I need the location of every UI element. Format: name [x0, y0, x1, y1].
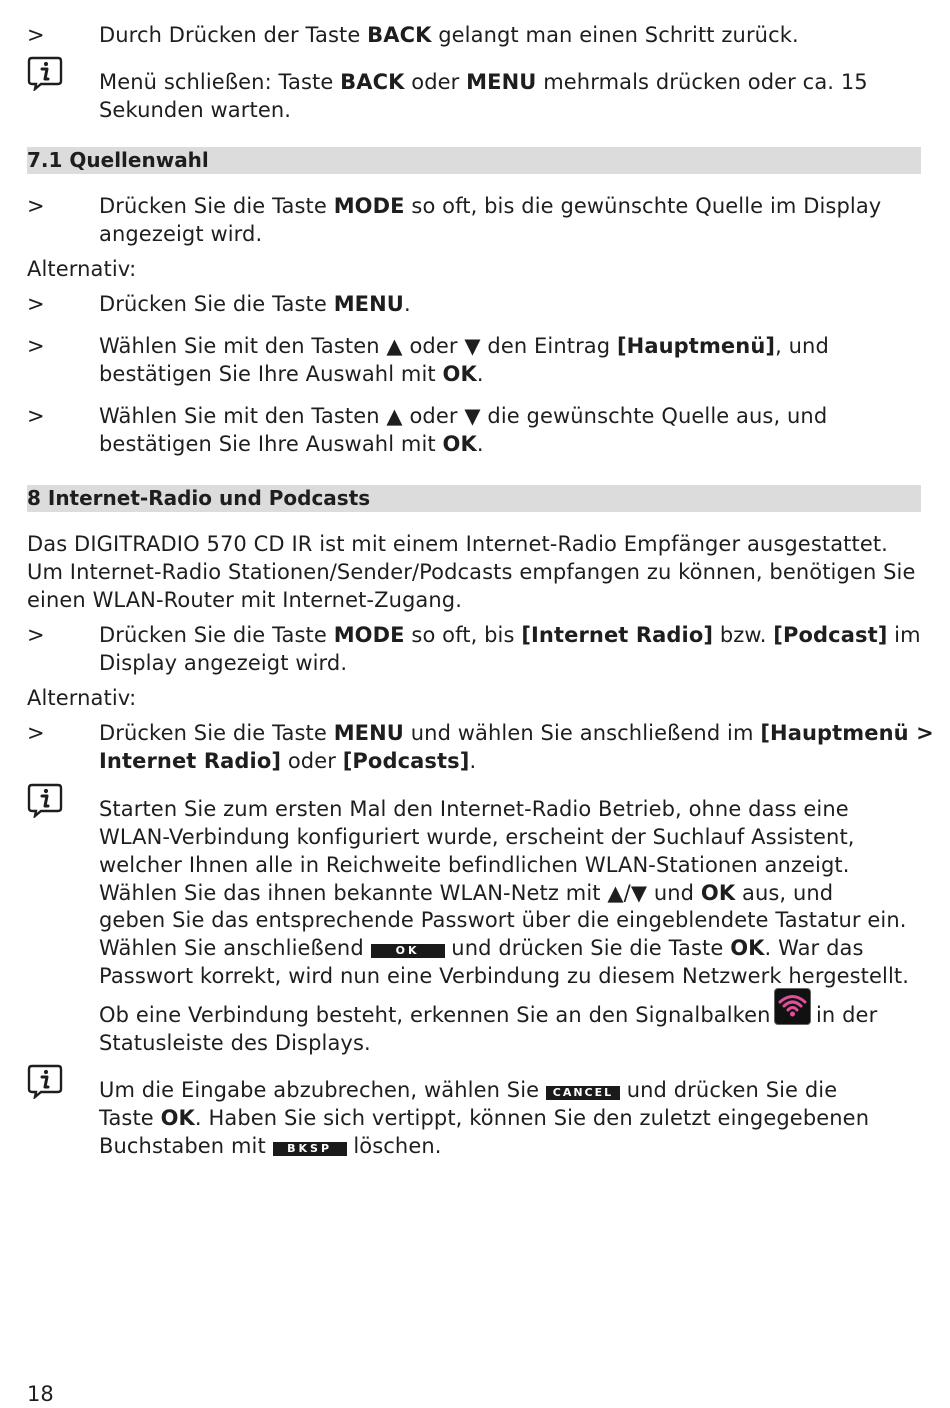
instruction-mode-radio: Drücken Sie die Taste MODE so oft, bis [Internet Radio] bzw. [Podcast] im [99, 623, 921, 647]
bullet-marker: > [27, 23, 45, 47]
instruction-back: Durch Drücken der Taste BACK gelangt man einen Schritt zurück. [99, 23, 799, 47]
instruction-menu-radio: Drücken Sie die Taste MENU und wählen Sie anschließend im [Hauptmenü > [99, 721, 934, 745]
cancel-button-graphic: CANCEL [546, 1086, 620, 1100]
alternativ-label: Alternativ: [27, 257, 137, 281]
instruction-menu: Drücken Sie die Taste MENU. [99, 292, 411, 316]
bksp-button-graphic: BKSP [273, 1142, 347, 1156]
note-cancel-line: Taste OK. Haben Sie sich vertippt, können Sie den zuletzt eingegebenen [99, 1106, 870, 1130]
note-wlan-line: welcher Ihnen alle in Reichweite befindlichen WLAN-Stationen anzeigt. [99, 853, 850, 877]
paragraph-line: einen WLAN-Router mit Internet-Zugang. [27, 588, 463, 612]
note-wlan-line: WLAN-Verbindung konfiguriert wurde, erscheint der Suchlauf Assistent, [99, 825, 855, 849]
bullet-marker: > [27, 623, 45, 647]
info-icon [27, 55, 63, 91]
note-close-menu-cont: Sekunden warten. [99, 98, 292, 122]
info-icon [27, 782, 63, 818]
note-wlan-line: Wählen Sie anschließend OK und drücken Sie die Taste OK. War das [99, 936, 864, 960]
instruction-mode-radio-cont: Display angezeigt wird. [99, 651, 348, 675]
note-close-menu: Menü schließen: Taste BACK oder MENU mehrmals drücken oder ca. 15 [99, 70, 868, 94]
note-wlan-line: geben Sie das entsprechende Passwort über die eingeblendete Tastatur ein. [99, 908, 907, 932]
section-heading-internet-radio: 8 Internet-Radio und Podcasts [27, 485, 921, 512]
instruction-select-source-cont: bestätigen Sie Ihre Auswahl mit OK. [99, 432, 484, 456]
alternativ-label: Alternativ: [27, 686, 137, 710]
ok-button-graphic: OK [371, 944, 445, 958]
page-number: 18 [27, 1382, 54, 1406]
instruction-mode: Drücken Sie die Taste MODE so oft, bis die gewünschte Quelle im Display [99, 194, 882, 218]
instruction-mode-cont: angezeigt wird. [99, 222, 263, 246]
note-signal-line-end: in der [816, 1003, 878, 1027]
note-wlan-line: Wählen Sie das ihnen bekannte WLAN-Netz mit ▲/▼ und OK aus, und [99, 881, 834, 905]
instruction-menu-radio-cont: Internet Radio] oder [Podcasts]. [99, 749, 477, 773]
bullet-marker: > [27, 721, 45, 745]
note-signal-line: Ob eine Verbindung besteht, erkennen Sie an den Signalbalken [99, 1003, 771, 1027]
instruction-hauptmenu-cont: bestätigen Sie Ihre Auswahl mit OK. [99, 362, 484, 386]
info-icon [27, 1063, 63, 1099]
instruction-select-source: Wählen Sie mit den Tasten ▲ oder ▼ die gewünschte Quelle aus, und [99, 404, 828, 428]
note-cancel-line: Buchstaben mit BKSP löschen. [99, 1134, 442, 1158]
note-cancel-line: Um die Eingabe abzubrechen, wählen Sie CANCEL und drücken Sie die [99, 1078, 838, 1102]
wifi-signal-icon [774, 988, 811, 1025]
note-wlan-line: Starten Sie zum ersten Mal den Internet-Radio Betrieb, ohne dass eine [99, 797, 849, 821]
instruction-hauptmenu: Wählen Sie mit den Tasten ▲ oder ▼ den Eintrag [Hauptmenü], und [99, 334, 829, 358]
bullet-marker: > [27, 194, 45, 218]
section-heading-quellenwahl: 7.1 Quellenwahl [27, 147, 921, 174]
note-wlan-line: Passwort korrekt, wird nun eine Verbindung zu diesem Netzwerk hergestellt. [99, 964, 910, 988]
paragraph-line: Um Internet-Radio Stationen/Sender/Podcasts empfangen zu können, benötigen Sie [27, 560, 916, 584]
bullet-marker: > [27, 334, 45, 358]
bullet-marker: > [27, 404, 45, 428]
paragraph-line: Das DIGITRADIO 570 CD IR ist mit einem Internet-Radio Empfänger ausgestattet. [27, 532, 888, 556]
note-signal-line: Statusleiste des Displays. [99, 1031, 371, 1055]
bullet-marker: > [27, 292, 45, 316]
